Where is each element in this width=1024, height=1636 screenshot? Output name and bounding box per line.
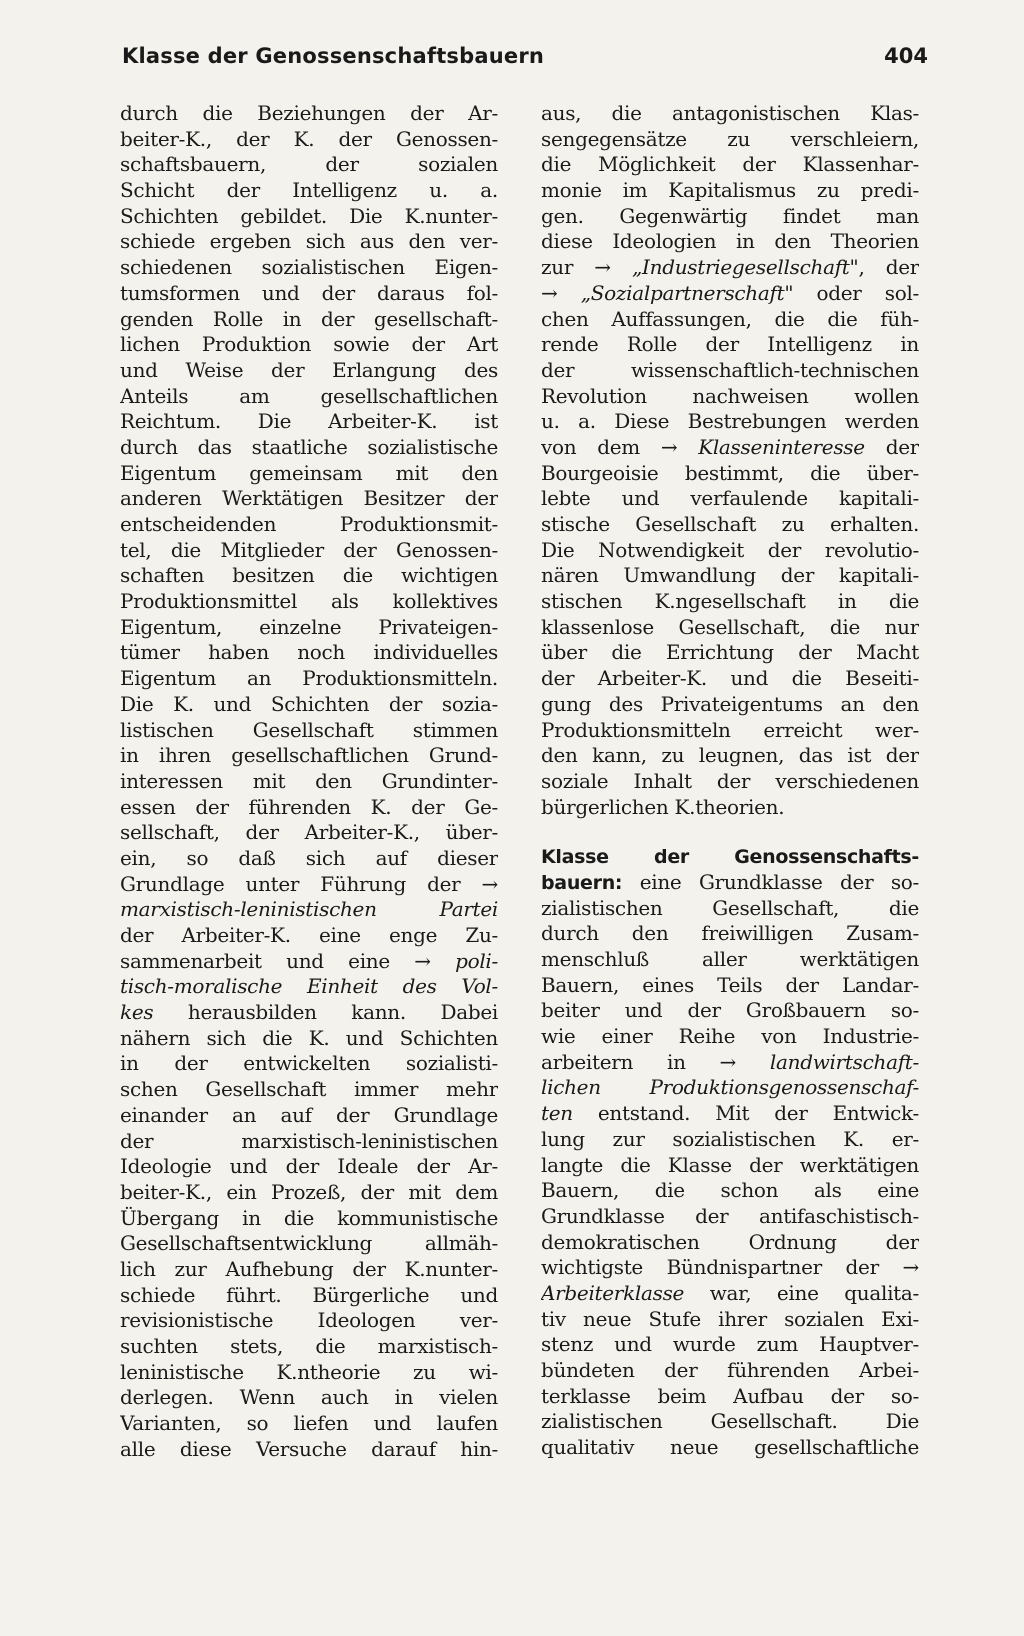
text-segment: zur → (541, 255, 632, 280)
text-line (120, 692, 498, 718)
left-column (120, 101, 498, 1462)
text-line (541, 255, 919, 281)
text-line (120, 152, 498, 178)
text-segment: der Arbeiter-K. und die Beseiti- (541, 666, 919, 691)
text-line (120, 204, 498, 230)
text-line (120, 1308, 498, 1334)
text-segment: Bauern, eines Teils der Landar- (541, 972, 919, 997)
cross-reference-term: lichen Produktionsgenossenschaf- (541, 1075, 919, 1100)
text-line (541, 870, 919, 896)
text-line (120, 409, 498, 435)
text-segment: anderen Werktätigen Besitzer der (120, 486, 498, 511)
text-line (120, 1385, 498, 1411)
text-segment: Revolution nachweisen wollen (541, 383, 919, 408)
text-segment: schiedenen sozialistischen Eigen- (120, 255, 498, 280)
running-head-title: Klasse der Genossenschaftsbauern (122, 44, 545, 68)
text-line (120, 563, 498, 589)
text-line (120, 1000, 498, 1026)
text-segment: schiede führt. Bürgerliche und (120, 1282, 498, 1307)
text-line (120, 1437, 498, 1463)
cross-reference-term: ten (541, 1101, 573, 1126)
text-line (120, 486, 498, 512)
text-segment: menschluß aller werktätigen (541, 947, 919, 971)
text-line (541, 589, 919, 615)
text-line (541, 1409, 919, 1435)
entry-headword: Klasse der Genossenschafts- (541, 846, 919, 869)
text-segment: schaften besitzen die wichtigen (120, 563, 498, 588)
text-segment: monie im Kapitalismus zu predi- (541, 178, 919, 203)
text-segment: → (541, 280, 581, 305)
text-line (120, 435, 498, 461)
text-line (120, 769, 498, 795)
text-segment: der Arbeiter-K. eine enge Zu- (120, 923, 498, 947)
page-header (122, 44, 928, 84)
text-line (120, 640, 498, 666)
text-line (541, 332, 919, 358)
text-segment: arbeitern in → (541, 1049, 770, 1074)
text-line (120, 178, 498, 204)
text-line (541, 998, 919, 1024)
text-segment: zialistischen Gesellschaft, die (541, 895, 919, 920)
text-line (541, 615, 919, 641)
text-segment: in ihren gesellschaftlichen Grund- (120, 743, 498, 768)
text-segment: Grundklasse der antifaschistisch- (541, 1203, 919, 1228)
text-segment: beiter und der Großbauern so- (541, 998, 919, 1023)
text-line (541, 512, 919, 538)
text-segment: Eigentum an Produktionsmitteln. (120, 666, 498, 691)
text-line (120, 666, 498, 692)
text-segment: Eigentum gemeinsam mit den (120, 460, 498, 485)
text-segment: nähern sich die K. und Schichten (120, 1025, 498, 1050)
entry-klasse-der-genossenschaftsbauern (541, 844, 919, 1461)
text-segment: Anteils am gesellschaftlichen (120, 383, 498, 408)
text-segment: einander an auf der Grundlage (120, 1102, 498, 1127)
text-segment: suchten stets, die marxistisch- (120, 1334, 498, 1358)
text-segment: von dem → (541, 434, 699, 459)
text-segment: oder sol- (793, 280, 919, 305)
text-segment: Die Notwendigkeit der revolutio- (541, 537, 919, 562)
paragraph-class-theories-end (541, 101, 919, 820)
text-line (541, 229, 919, 255)
text-line (120, 1103, 498, 1129)
text-segment: Übergang in die kommunistische (120, 1205, 498, 1230)
text-segment: beiter-K., der K. der Genossen- (120, 126, 498, 151)
text-segment: genden Rolle in der gesellschaft- (120, 306, 498, 331)
text-segment: langte die Klasse der werktätigen (541, 1152, 919, 1177)
text-line (541, 127, 919, 153)
text-line (120, 1206, 498, 1232)
text-segment: essen der führenden K. der Ge- (120, 794, 498, 819)
text-segment: gen. Gegenwärtig findet man (541, 203, 919, 228)
text-line (541, 1435, 919, 1461)
text-segment: entscheidenden Produktionsmit- (120, 512, 498, 536)
text-line (541, 1101, 919, 1127)
text-segment: derlegen. Wenn auch in vielen (120, 1385, 498, 1410)
text-segment: über die Errichtung der Macht (541, 640, 919, 665)
text-line (541, 1230, 919, 1256)
text-segment: der (864, 434, 919, 459)
text-line (120, 949, 498, 975)
text-segment: tiv neue Stufe ihrer sozialen Exi- (541, 1306, 919, 1331)
text-segment: schen Gesellschaft immer mehr (120, 1077, 498, 1102)
text-segment: Gesellschaftsentwicklung allmäh- (120, 1231, 498, 1256)
text-line (541, 204, 919, 230)
text-line (541, 718, 919, 744)
text-segment: wie einer Reihe von Industrie- (541, 1024, 919, 1049)
text-line (120, 974, 498, 1000)
text-line (120, 1026, 498, 1052)
text-line (120, 255, 498, 281)
text-segment: Varianten, so liefen und laufen (120, 1411, 498, 1436)
text-segment: nären Umwandlung der kapitali- (541, 563, 919, 588)
text-line (541, 795, 919, 821)
text-segment: diese Ideologien in den Theorien (541, 229, 919, 254)
text-line (541, 896, 919, 922)
text-segment: durch das staatliche sozialistische (120, 434, 498, 459)
text-segment: eine Grundklasse der so- (622, 869, 919, 894)
text-segment: lung zur sozialistischen K. er- (541, 1126, 919, 1151)
text-segment: rende Rolle der Intelligenz in (541, 332, 919, 357)
text-segment: tumsformen und der daraus fol- (120, 280, 498, 305)
cross-reference-term: „Sozialpartnerschaft" (580, 280, 794, 305)
text-segment: durch den freiwilligen Zusam- (541, 921, 919, 946)
text-line (120, 615, 498, 641)
text-segment: sammenarbeit und eine → (120, 948, 456, 973)
text-segment: Schicht der Intelligenz u. a. (120, 178, 498, 203)
text-segment: chen Auffassungen, die die füh- (541, 306, 919, 331)
text-line (120, 332, 498, 358)
right-column (541, 101, 919, 1461)
text-line (541, 384, 919, 410)
text-segment: tel, die Mitglieder der Genossen- (120, 537, 498, 562)
text-line (120, 1360, 498, 1386)
text-line (541, 1281, 919, 1307)
text-line (541, 563, 919, 589)
text-line (541, 178, 919, 204)
text-line (541, 358, 919, 384)
text-segment: die Möglichkeit der Klassenhar- (541, 152, 919, 177)
text-segment: bündeten der führenden Arbei- (541, 1358, 919, 1382)
text-line (541, 538, 919, 564)
text-line (541, 973, 919, 999)
text-line (541, 486, 919, 512)
cross-reference-term: Klasseninteresse (698, 434, 865, 459)
text-segment: aus, die antagonistischen Klas- (541, 101, 919, 125)
text-line (541, 1358, 919, 1384)
entry-headword: bauern: (541, 871, 623, 894)
text-line (120, 1411, 498, 1437)
text-line (541, 1332, 919, 1358)
text-line (541, 743, 919, 769)
text-segment: der wissenschaftlich-technischen (541, 357, 919, 382)
text-line (541, 435, 919, 461)
text-segment: der marxistisch-leninistischen (120, 1128, 498, 1153)
text-line (120, 1077, 498, 1103)
text-segment: tümer haben noch individuelles (120, 640, 498, 665)
text-line (120, 1180, 498, 1206)
text-line (541, 640, 919, 666)
text-segment: stischen K.ngesellschaft in die (541, 589, 919, 614)
text-segment: demokratischen Ordnung der (541, 1229, 919, 1254)
text-segment: qualitativ neue gesellschaftliche (541, 1435, 919, 1460)
text-segment: u. a. Diese Bestrebungen werden (541, 409, 919, 434)
cross-reference-term: poli- (455, 948, 498, 973)
text-segment: lich zur Aufhebung der K.nunter- (120, 1256, 498, 1281)
text-line (120, 358, 498, 384)
text-segment: beiter-K., ein Prozeß, der mit dem (120, 1179, 498, 1204)
text-line (541, 921, 919, 947)
text-segment: sellschaft, der Arbeiter-K., über- (120, 820, 498, 845)
text-segment: stenz und wurde zum Hauptver- (541, 1332, 919, 1357)
cross-reference-term: kes (120, 1000, 154, 1025)
text-line (120, 1154, 498, 1180)
text-line (541, 1255, 919, 1281)
text-line (120, 461, 498, 487)
text-segment: listischen Gesellschaft stimmen (120, 717, 498, 742)
text-segment: Reichtum. Die Arbeiter-K. ist (120, 409, 498, 434)
text-line (120, 281, 498, 307)
text-segment: und Weise der Erlangung des (120, 357, 498, 382)
text-segment: gung des Privateigentums an den (541, 691, 919, 716)
text-segment: Bourgeoisie bestimmt, die über- (541, 460, 919, 485)
text-segment: stische Gesellschaft zu erhalten. (541, 512, 919, 536)
text-line (120, 512, 498, 538)
text-segment: interessen mit den Grundinter- (120, 768, 498, 793)
text-line (120, 101, 498, 127)
cross-reference-term: tisch-moralische Einheit des Vol- (120, 974, 498, 999)
text-segment: Eigentum, einzelne Privateigen- (120, 614, 498, 639)
text-line (120, 872, 498, 898)
text-line (541, 1178, 919, 1204)
text-segment: soziale Inhalt der verschiedenen (541, 768, 919, 793)
text-segment: alle diese Versuche darauf hin- (120, 1436, 498, 1461)
text-line (120, 127, 498, 153)
text-line (541, 101, 919, 127)
text-line (541, 307, 919, 333)
text-segment: herausbilden kann. Dabei (153, 1000, 498, 1025)
text-line (120, 1051, 498, 1077)
text-segment: durch die Beziehungen der Ar- (120, 101, 498, 125)
text-line (541, 152, 919, 178)
cross-reference-term: marxistisch-leninistischen Partei (120, 897, 498, 922)
text-line (120, 229, 498, 255)
text-line (120, 718, 498, 744)
text-line (120, 1334, 498, 1360)
text-segment: Schichten gebildet. Die K.nunter- (120, 203, 498, 228)
text-line (120, 1257, 498, 1283)
text-segment: zialistischen Gesellschaft. Die (541, 1409, 919, 1434)
text-line (120, 820, 498, 846)
paragraph-gap (541, 820, 919, 844)
text-segment: den kann, zu leugnen, das ist der (541, 743, 919, 768)
text-segment: terklasse beim Aufbau der so- (541, 1383, 919, 1408)
text-line (541, 1153, 919, 1179)
text-line (120, 923, 498, 949)
text-line (541, 1307, 919, 1333)
text-segment: bürgerlichen K.theorien. (541, 794, 785, 819)
page-number: 404 (884, 44, 928, 68)
text-line (541, 666, 919, 692)
text-line (120, 307, 498, 333)
text-line (541, 692, 919, 718)
text-segment: sengegensätze zu verschleiern, (541, 126, 919, 151)
text-line (541, 947, 919, 973)
text-line (120, 1231, 498, 1257)
text-line (120, 384, 498, 410)
text-segment: ein, so daß sich auf dieser (120, 845, 498, 870)
text-segment: Produktionsmittel als kollektives (120, 589, 498, 614)
text-line (541, 461, 919, 487)
text-line (541, 769, 919, 795)
text-line (541, 1050, 919, 1076)
text-segment: klassenlose Gesellschaft, die nur (541, 614, 919, 639)
text-line (541, 1127, 919, 1153)
text-segment: in der entwickelten sozialisti- (120, 1051, 498, 1076)
text-line (541, 281, 919, 307)
cross-reference-term: Arbeiterklasse (541, 1280, 685, 1305)
text-line (120, 1283, 498, 1309)
text-line (541, 1384, 919, 1410)
text-line (120, 795, 498, 821)
text-line (120, 589, 498, 615)
text-line (120, 538, 498, 564)
text-segment: wichtigste Bündnispartner der → (541, 1255, 919, 1280)
text-segment: Die K. und Schichten der sozia- (120, 691, 498, 716)
text-segment: leninistische K.ntheorie zu wi- (120, 1359, 498, 1384)
text-line (541, 1024, 919, 1050)
text-line (541, 844, 919, 870)
text-segment: schaftsbauern, der sozialen (120, 152, 498, 177)
text-line (120, 743, 498, 769)
text-segment: entstand. Mit der Entwick- (572, 1101, 919, 1126)
text-segment: war, eine qualita- (684, 1280, 919, 1305)
text-line (541, 1075, 919, 1101)
text-line (120, 897, 498, 923)
text-segment: revisionistische Ideologen ver- (120, 1308, 498, 1333)
text-segment: Bauern, die schon als eine (541, 1178, 919, 1203)
text-segment: lebte und verfaulende kapitali- (541, 486, 919, 511)
text-segment: Produktionsmitteln erreicht wer- (541, 717, 919, 742)
cross-reference-term: landwirtschaft- (769, 1049, 919, 1074)
text-line (541, 1204, 919, 1230)
text-line (541, 409, 919, 435)
text-segment: Ideologie und der Ideale der Ar- (120, 1154, 498, 1179)
text-line (120, 846, 498, 872)
text-line (120, 1129, 498, 1155)
text-segment: schiede ergeben sich aus den ver- (120, 229, 498, 254)
text-segment: , der (858, 255, 919, 280)
cross-reference-term: „Industriegesellschaft" (631, 255, 859, 280)
text-segment: lichen Produktion sowie der Art (120, 332, 498, 357)
text-segment: Grundlage unter Führung der → (120, 871, 498, 896)
